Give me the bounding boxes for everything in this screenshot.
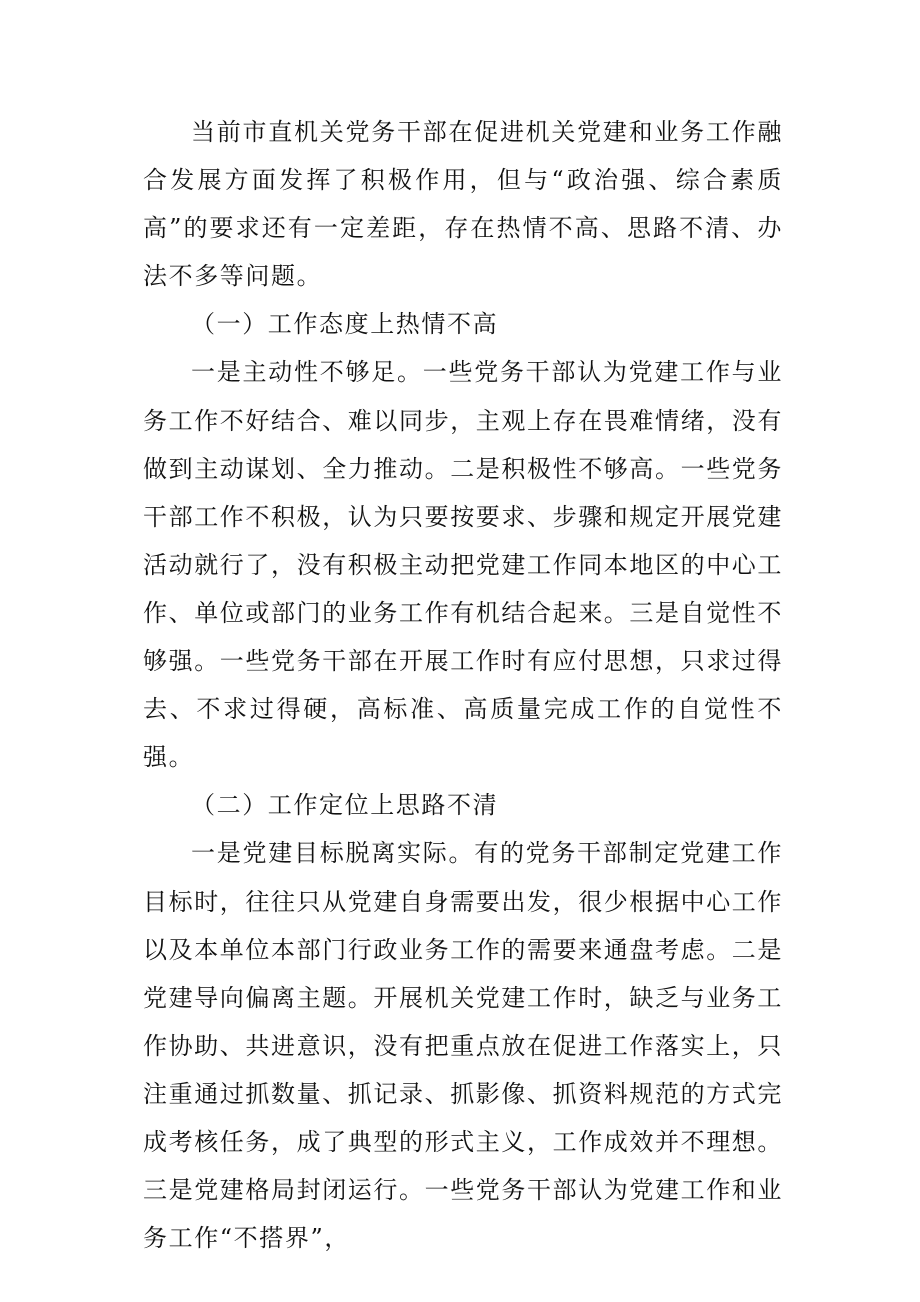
paragraph-intro: 当前市直机关党务干部在促进机关党建和业务工作融合发展方面发挥了积极作用，但与“政治强、综合素质高”的要求还有一定差距，存在热情不高、思路不清、办法不多等问题。 (143, 118, 783, 291)
document-body (143, 108, 783, 1262)
paragraph-section-1: 一是主动性不够足。一些党务干部认为党建工作与业务工作不好结合、难以同步，主观上存在畏难情绪，没有做到主动谋划、全力推动。二是积极性不够高。一些党务干部工作不积极，认为只要按要求、步骤和规定开展党建活动就行了，没有积极主动把党建工作同本地区的中心工作、单位或部门的业务工作有机结合起来。三是自觉性不够强。一些党务干部在开展工作时有应付思想，只求过得去、不求过得硬，高标准、高质量完成工作的自觉性不强。 (143, 358, 783, 772)
paragraph-section-2: 一是党建目标脱离实际。有的党务干部制定党建工作目标时，往往只从党建自身需要出发，很少根据中心工作以及本单位本部门行政业务工作的需要来通盘考虑。二是党建导向偏离主题。开展机关党建工作时，缺乏与业务工作协助、共进意识，没有把重点放在促进工作落实上，只注重通过抓数量、抓记录、抓影像、抓资料规范的方式完成考核任务，成了典型的形式主义，工作成效并不理想。三是党建格局封闭运行。一些党务干部认为党建工作和业务工作“不搭界”， (143, 839, 783, 1253)
section-heading-1: （一）工作态度上热情不高 (191, 310, 499, 339)
section-heading-2: （二）工作定位上思路不清 (191, 791, 499, 820)
